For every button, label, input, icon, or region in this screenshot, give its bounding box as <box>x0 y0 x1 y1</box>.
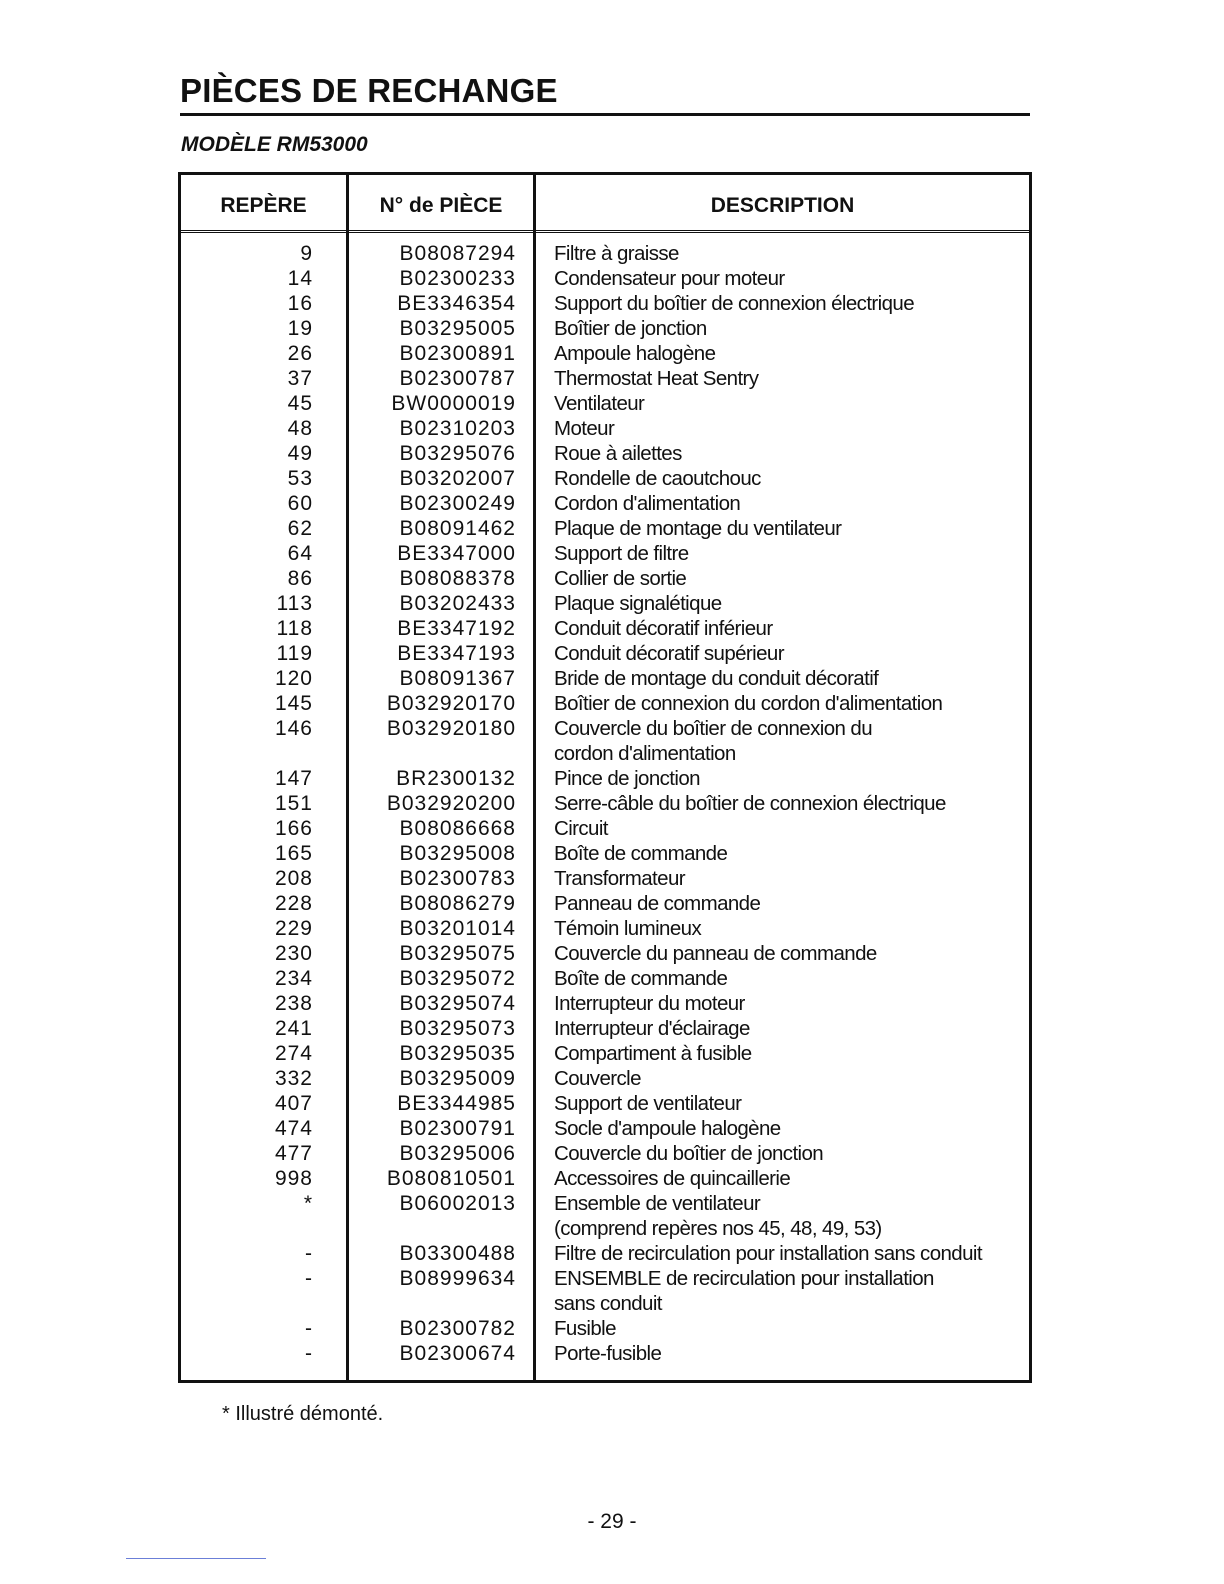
table-row <box>181 791 1029 816</box>
row-ref: - <box>305 1317 313 1340</box>
table-row <box>181 241 1029 266</box>
row-ref: 119 <box>276 642 313 665</box>
table-row <box>181 1191 1029 1216</box>
row-ref: 407 <box>274 1092 313 1115</box>
table-row <box>181 991 1029 1016</box>
row-part-number: B08087294 <box>399 242 516 265</box>
table-row <box>181 891 1029 916</box>
row-ref: 37 <box>287 367 313 390</box>
row-part-number: B02300787 <box>399 367 516 390</box>
row-description: Condensateur pour moteur <box>554 267 785 290</box>
row-description: Panneau de commande <box>554 892 761 915</box>
row-ref: 60 <box>287 492 313 515</box>
table-row <box>181 691 1029 716</box>
row-part-number: B02300783 <box>399 867 516 890</box>
table-row <box>181 591 1029 616</box>
table-row <box>181 566 1029 591</box>
footnote: * Illustré démonté. <box>222 1403 384 1425</box>
row-part-number: B03202007 <box>399 467 516 490</box>
table-row <box>181 741 1029 766</box>
row-part-number: BE3347193 <box>397 642 516 665</box>
row-part-number: B02300249 <box>399 492 516 515</box>
table-row <box>181 391 1029 416</box>
row-description: (comprend repères nos 45, 48, 49, 53) <box>554 1217 882 1240</box>
row-description: Ventilateur <box>554 392 645 415</box>
row-ref: 229 <box>274 917 313 940</box>
row-part-number: BR2300132 <box>396 767 516 790</box>
row-description: Interrupteur d'éclairage <box>554 1017 750 1040</box>
row-description: ENSEMBLE de recirculation pour installation <box>554 1267 934 1290</box>
row-part-number: B02300791 <box>399 1117 516 1140</box>
row-description: Support de filtre <box>554 542 689 565</box>
model-subtitle: MODÈLE RM53000 <box>181 133 368 156</box>
table-row <box>181 516 1029 541</box>
row-description: Porte-fusible <box>554 1342 662 1365</box>
row-description: Ensemble de ventilateur <box>554 1192 761 1215</box>
row-description: Boîtier de connexion du cordon d'alimentation <box>554 692 943 715</box>
row-description: Cordon d'alimentation <box>554 492 741 515</box>
row-description: Couvercle du boîtier de connexion du <box>554 717 873 740</box>
row-description: Boîte de commande <box>554 967 728 990</box>
row-description: Circuit <box>554 817 608 840</box>
table-row <box>181 341 1029 366</box>
table-row <box>181 416 1029 441</box>
row-part-number: B03202433 <box>399 592 516 615</box>
row-ref: 45 <box>287 392 313 415</box>
header-divider <box>181 230 1029 233</box>
row-part-number: BW0000019 <box>391 392 516 415</box>
row-part-number: B032920180 <box>386 717 516 740</box>
table-row <box>181 966 1029 991</box>
row-description: Couvercle du boîtier de jonction <box>554 1142 824 1165</box>
table-row <box>181 1016 1029 1041</box>
row-ref: 474 <box>274 1117 313 1140</box>
row-ref: 166 <box>274 817 313 840</box>
row-part-number: B08086279 <box>399 892 516 915</box>
row-description: Compartiment à fusible <box>554 1042 752 1065</box>
row-description: Thermostat Heat Sentry <box>554 367 759 390</box>
row-description: Témoin lumineux <box>554 917 702 940</box>
table-row <box>181 1091 1029 1116</box>
row-description: sans conduit <box>554 1292 662 1315</box>
row-ref: 62 <box>287 517 313 540</box>
row-ref: 234 <box>274 967 313 990</box>
row-part-number <box>313 1291 516 1316</box>
row-part-number: B03295076 <box>399 442 516 465</box>
title-underline <box>180 113 1030 116</box>
row-ref: 332 <box>274 1067 313 1090</box>
table-row <box>181 1241 1029 1266</box>
row-description: Moteur <box>554 417 615 440</box>
row-ref <box>181 1291 313 1316</box>
row-description: Plaque signalétique <box>554 592 722 615</box>
row-ref: 48 <box>287 417 313 440</box>
row-ref: 145 <box>274 692 313 715</box>
row-part-number <box>313 741 516 766</box>
row-description: Boîte de commande <box>554 842 728 865</box>
row-part-number: B03295006 <box>399 1142 516 1165</box>
row-ref: 9 <box>300 242 313 265</box>
row-description: cordon d'alimentation <box>554 742 736 765</box>
row-description: Filtre à graisse <box>554 242 679 265</box>
table-row <box>181 441 1029 466</box>
row-part-number: B03201014 <box>399 917 516 940</box>
row-ref: 118 <box>276 617 313 640</box>
table-row <box>181 941 1029 966</box>
row-description: Conduit décoratif inférieur <box>554 617 773 640</box>
row-description: Accessoires de quincaillerie <box>554 1167 791 1190</box>
row-part-number: BE3344985 <box>397 1092 516 1115</box>
row-part-number: B08086668 <box>399 817 516 840</box>
row-ref <box>181 1216 313 1241</box>
row-ref: - <box>305 1342 313 1365</box>
row-description: Socle d'ampoule halogène <box>554 1117 781 1140</box>
row-description: Boîtier de jonction <box>554 317 707 340</box>
row-part-number: B03295035 <box>399 1042 516 1065</box>
row-ref: 165 <box>274 842 313 865</box>
row-ref: 230 <box>274 942 313 965</box>
row-ref: 113 <box>276 592 313 615</box>
row-part-number: BE3346354 <box>397 292 516 315</box>
row-ref: 477 <box>274 1142 313 1165</box>
row-part-number <box>313 1216 516 1241</box>
row-ref: 238 <box>274 992 313 1015</box>
table-row <box>181 616 1029 641</box>
row-part-number: B08088378 <box>399 567 516 590</box>
row-description: Bride de montage du conduit décoratif <box>554 667 879 690</box>
row-description: Fusible <box>554 1317 616 1340</box>
row-ref: 151 <box>274 792 313 815</box>
row-description: Plaque de montage du ventilateur <box>554 517 842 540</box>
row-description: Support du boîtier de connexion électrique <box>554 292 915 315</box>
table-row <box>181 1166 1029 1191</box>
row-part-number: BE3347192 <box>397 617 516 640</box>
table-row <box>181 1341 1029 1366</box>
row-part-number: BE3347000 <box>397 542 516 565</box>
table-row <box>181 366 1029 391</box>
row-ref: 49 <box>287 442 313 465</box>
table-row <box>181 541 1029 566</box>
row-description: Filtre de recirculation pour installation sans conduit <box>554 1242 982 1265</box>
header-ref: REPÈRE <box>220 194 307 217</box>
table-row <box>181 1116 1029 1141</box>
table-row <box>181 316 1029 341</box>
row-ref: - <box>305 1267 313 1290</box>
row-part-number: B03295074 <box>399 992 516 1015</box>
row-part-number: B02300891 <box>399 342 516 365</box>
row-ref: 26 <box>287 342 313 365</box>
row-ref: 19 <box>287 317 313 340</box>
row-part-number: B03295075 <box>399 942 516 965</box>
row-ref: 86 <box>287 567 313 590</box>
table-row <box>181 1316 1029 1341</box>
row-ref: 64 <box>287 542 313 565</box>
row-part-number: B02300233 <box>399 267 516 290</box>
row-description: Couvercle du panneau de commande <box>554 942 877 965</box>
row-ref: 241 <box>274 1017 313 1040</box>
table-row <box>181 916 1029 941</box>
row-ref: 53 <box>287 467 313 490</box>
row-ref: 208 <box>274 867 313 890</box>
page-title: PIÈCES DE RECHANGE <box>180 72 558 109</box>
table-row <box>181 1066 1029 1091</box>
row-description: Collier de sortie <box>554 567 687 590</box>
row-part-number: B03295009 <box>399 1067 516 1090</box>
row-ref: 16 <box>287 292 313 315</box>
row-part-number: B03295073 <box>399 1017 516 1040</box>
row-part-number: B02310203 <box>399 417 516 440</box>
row-ref: 228 <box>274 892 313 915</box>
row-part-number: B06002013 <box>399 1192 516 1215</box>
row-ref: 120 <box>274 667 313 690</box>
row-ref: * <box>303 1192 313 1215</box>
row-description: Pince de jonction <box>554 767 700 790</box>
header-part-number: N° de PIÈCE <box>379 194 503 217</box>
row-description: Transformateur <box>554 867 685 890</box>
table-row <box>181 766 1029 791</box>
table-row <box>181 1291 1029 1316</box>
row-part-number: B080810501 <box>386 1167 516 1190</box>
row-ref: 274 <box>274 1042 313 1065</box>
row-ref: 998 <box>274 1167 313 1190</box>
table-row <box>181 1266 1029 1291</box>
table-row <box>181 716 1029 741</box>
row-description: Interrupteur du moteur <box>554 992 745 1015</box>
row-ref: - <box>305 1242 313 1265</box>
table-row <box>181 266 1029 291</box>
table-row <box>181 666 1029 691</box>
table-row <box>181 1216 1029 1241</box>
table-row <box>181 466 1029 491</box>
row-ref <box>181 741 313 766</box>
row-part-number: B08091367 <box>399 667 516 690</box>
table-row <box>181 491 1029 516</box>
row-description: Roue à ailettes <box>554 442 682 465</box>
table-body <box>181 241 1029 1366</box>
table-row <box>181 291 1029 316</box>
row-part-number: B03295005 <box>399 317 516 340</box>
table-row <box>181 641 1029 666</box>
table-row <box>181 1141 1029 1166</box>
row-description: Couvercle <box>554 1067 641 1090</box>
parts-table <box>178 172 1032 1383</box>
page-number: - 29 - <box>587 1510 637 1533</box>
row-description: Rondelle de caoutchouc <box>554 467 761 490</box>
table-row <box>181 816 1029 841</box>
row-ref: 147 <box>274 767 313 790</box>
row-part-number: B03300488 <box>399 1242 516 1265</box>
row-part-number: B032920200 <box>386 792 516 815</box>
row-description: Conduit décoratif supérieur <box>554 642 784 665</box>
row-part-number: B03295008 <box>399 842 516 865</box>
row-ref: 146 <box>274 717 313 740</box>
scan-artifact-line <box>126 1558 266 1559</box>
table-row <box>181 841 1029 866</box>
row-description: Support de ventilateur <box>554 1092 742 1115</box>
table-row <box>181 866 1029 891</box>
row-part-number: B03295072 <box>399 967 516 990</box>
row-ref: 14 <box>287 267 313 290</box>
row-part-number: B08091462 <box>399 517 516 540</box>
row-part-number: B02300782 <box>399 1317 516 1340</box>
row-description: Ampoule halogène <box>554 342 716 365</box>
table-row <box>181 1041 1029 1066</box>
row-description: Serre-câble du boîtier de connexion électrique <box>554 792 946 815</box>
row-part-number: B08999634 <box>399 1267 516 1290</box>
header-description: DESCRIPTION <box>710 194 855 217</box>
row-part-number: B032920170 <box>386 692 516 715</box>
row-part-number: B02300674 <box>399 1342 516 1365</box>
